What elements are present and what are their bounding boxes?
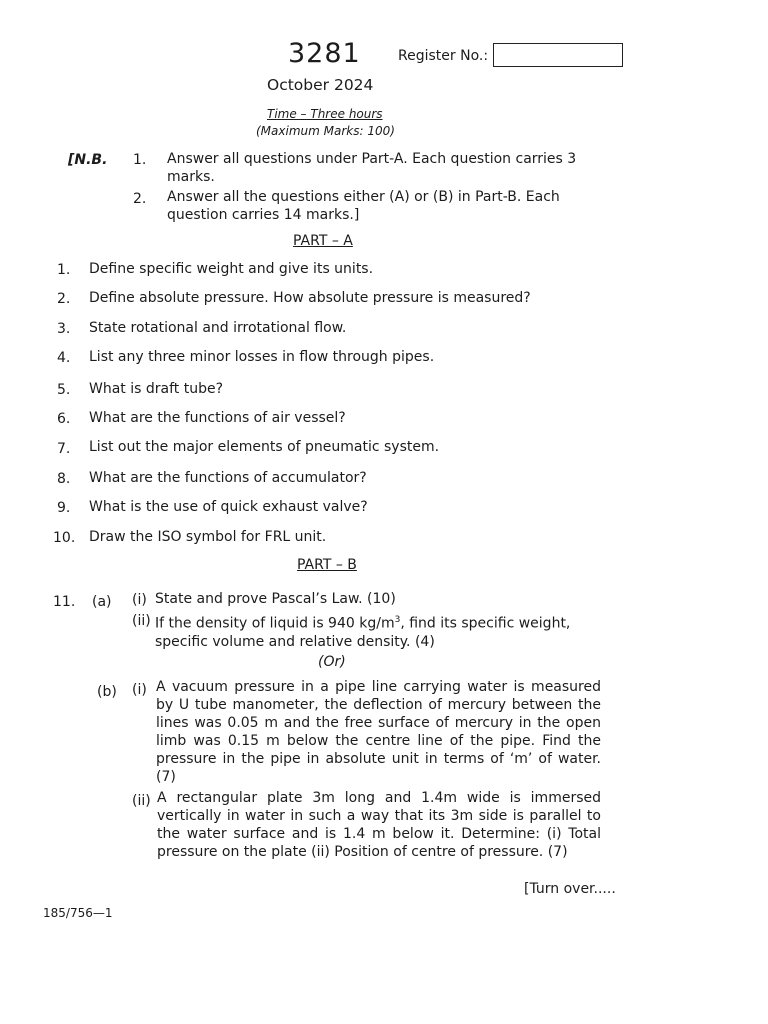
subpart-label: (a) [92,594,112,610]
turn-over-note: [Turn over..... [524,881,616,897]
exam-time: Time – Three hours [267,107,383,121]
question-text: List out the major elements of pneumatic system. [89,439,440,455]
question-number: 5. [57,382,71,398]
nb-item-number: 1. [133,152,147,168]
subquestion-label: (ii) [132,793,151,809]
question-text: Define absolute pressure. How absolute pressure is measured? [89,290,531,306]
question-number: 10. [53,530,76,546]
subquestion-text: A vacuum pressure in a pipe line carrying water is measured by U tube manometer, the deflection of mercury between the lines was 0.05 m and the free surface of mercury in the open limb was 0.15 m below the centre line of the pipe. Find the pressure in the pipe in absolute unit in terms of ‘m’ of water. (7) [156,679,601,785]
subquestion-text: A rectangular plate 3m long and 1.4m wide is immersed vertically in water in such a way that its 3m side is parallel to the water surface and is 1.4 m below it. Determine: (i) Total pressure on the plate (ii) Position of centre of pressure. (7) [157,790,601,860]
question-text: State rotational and irrotational flow. [89,320,347,336]
nb-item-text: Answer all the questions either (A) or (B) in Part-B. Each question carries 14 marks.] [167,189,560,223]
question-number: 4. [57,350,71,366]
question-text: What is the use of quick exhaust valve? [89,499,368,515]
register-label: Register No.: [398,48,489,64]
question-text: Draw the ISO symbol for FRL unit. [89,529,327,545]
question-text: Define specific weight and give its units. [89,261,374,277]
subpart-label: (b) [97,684,117,700]
question-number: 2. [57,291,71,307]
subquestion-label: (i) [132,682,147,698]
paper-code: 3281 [288,38,361,69]
subquestion-text: If the density of liquid is 940 $kg/m^3$, find its specific weight, specific volume and relative density. (4) [155,615,571,650]
or-separator: (Or) [318,654,346,670]
question-number: 11. [53,594,76,610]
subquestion-label: (i) [132,592,147,608]
nb-item-text: Answer all questions under Part-A. Each question carries 3 marks. [167,151,577,185]
question-number: 6. [57,411,71,427]
nb-item-number: 2. [133,191,147,207]
question-number: 8. [57,471,71,487]
subquestion-text: State and prove Pascal’s Law. (10) [155,591,396,607]
question-number: 1. [57,262,71,278]
question-text: What is draft tube? [89,381,224,397]
part-b-heading: PART – B [297,557,357,573]
part-a-heading: PART – A [293,233,353,249]
max-marks: (Maximum Marks: 100) [256,124,395,138]
footer-code: 185/756—1 [43,906,113,920]
question-text: What are the functions of accumulator? [89,470,367,486]
question-number: 9. [57,500,71,516]
question-number: 7. [57,441,71,457]
subquestion-label: (ii) [132,613,151,629]
question-text: What are the functions of air vessel? [89,410,346,426]
register-number-box[interactable] [493,43,623,67]
question-number: 3. [57,321,71,337]
nb-label: [N.B. [68,152,108,168]
question-text: List any three minor losses in flow through pipes. [89,349,435,365]
exam-month-year: October 2024 [267,76,374,94]
